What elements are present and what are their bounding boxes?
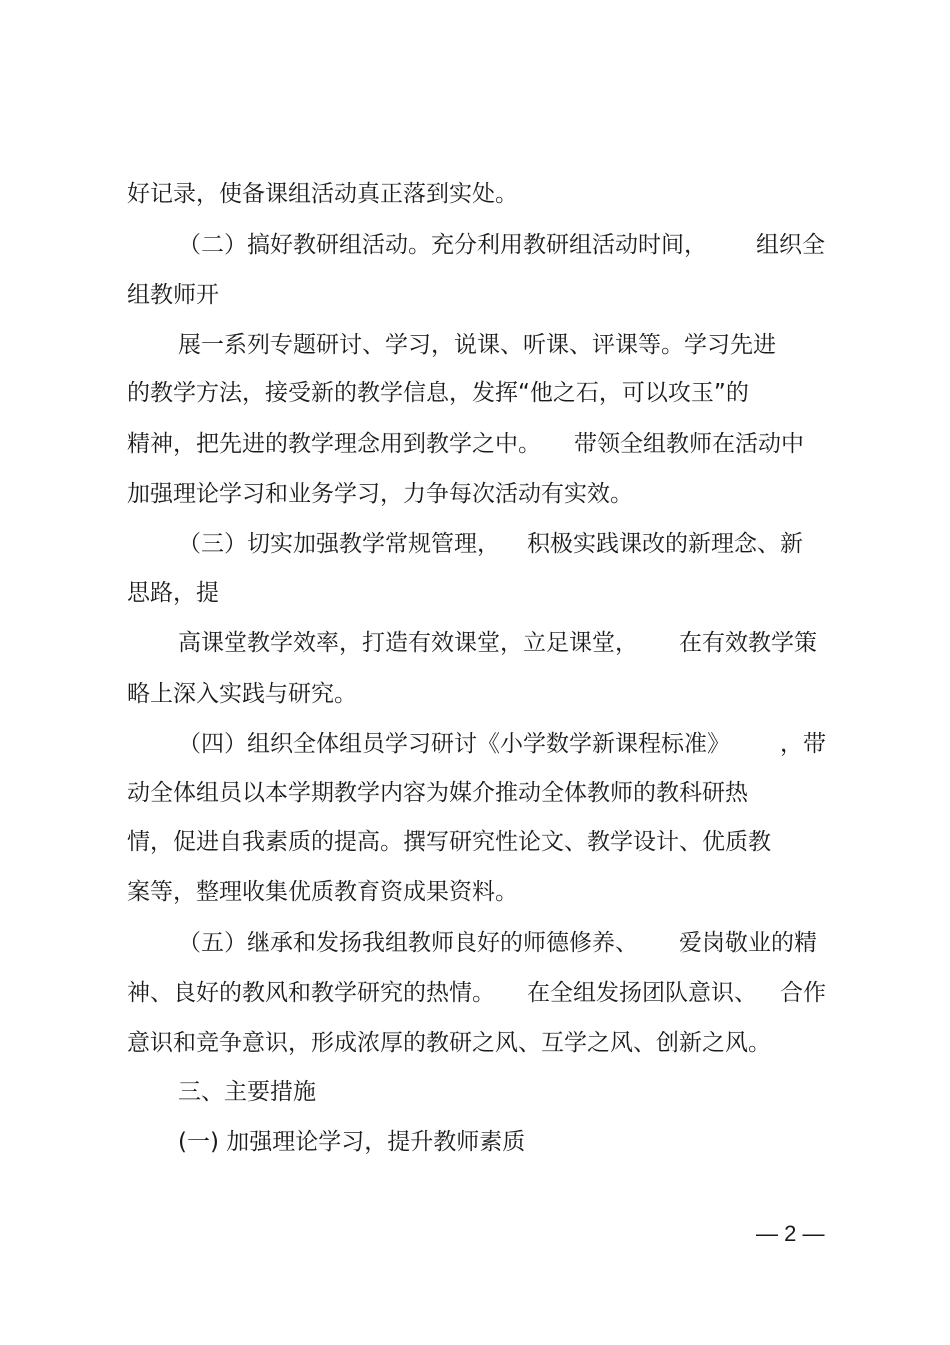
subsection-heading: (一) 加强理论学习，提升教师素质 [178, 1129, 526, 1155]
text-line: 动全体组员以本学期教学内容为媒介推动全体教师的教科研热 [127, 780, 748, 806]
text-line: 带领全组教师在活动中 [574, 431, 804, 457]
text-line: 思路，提 [127, 580, 219, 606]
text-line: 爱岗敬业的精 [679, 930, 817, 956]
text-line: 情，促进自我素质的提高。撰写研究性论文、教学设计、优质教 [127, 829, 771, 855]
text-line: 加强理论学习和业务学习，力争每次活动有实效。 [127, 481, 633, 507]
text-line: 积极实践课改的新理念、新 [527, 531, 803, 557]
text-line: （三）切实加强教学常规管理， [178, 531, 500, 557]
text-line: 展一系列专题研讨、学习，说课、听课、评课等。学习先进 [178, 332, 776, 358]
text-line: 神、良好的教风和教学研究的热情。 [127, 980, 495, 1006]
text-line: 高课堂教学效率，打造有效课堂，立足课堂， [178, 630, 638, 656]
text-line: 精神，把先进的教学理念用到教学之中。 [127, 431, 541, 457]
section-heading: 三、主要措施 [178, 1079, 316, 1105]
text-line: （五）继承和发扬我组教师良好的师德修养、 [178, 930, 638, 956]
text-line: 的教学方法，接受新的教学信息，发挥“他之石，可以攻玉”的 [127, 380, 749, 406]
text-line: 案等，整理收集优质教育资成果资料。 [127, 879, 518, 905]
text-line: 意识和竞争意识，形成浓厚的教研之风、互学之风、创新之风。 [127, 1030, 771, 1056]
text-line: 合作 [780, 980, 826, 1006]
text-line: 组教师开 [127, 282, 219, 308]
text-line: （二）搞好教研组活动。充分利用教研组活动时间， [178, 232, 707, 258]
page-number: — 2 — [756, 1221, 825, 1246]
text-line: 组织全 [756, 232, 825, 258]
text-line: 略上深入实践与研究。 [127, 681, 357, 707]
text-line: （四）组织全体组员学习研讨《小学数学新课程标准》 [178, 731, 730, 757]
text-line: 在全组发扬团队意识、 [527, 980, 757, 1006]
text-line: ，带 [780, 731, 826, 757]
text-line: 好记录，使备课组活动真正落到实处。 [127, 181, 518, 207]
text-line: 在有效教学策 [679, 630, 817, 656]
